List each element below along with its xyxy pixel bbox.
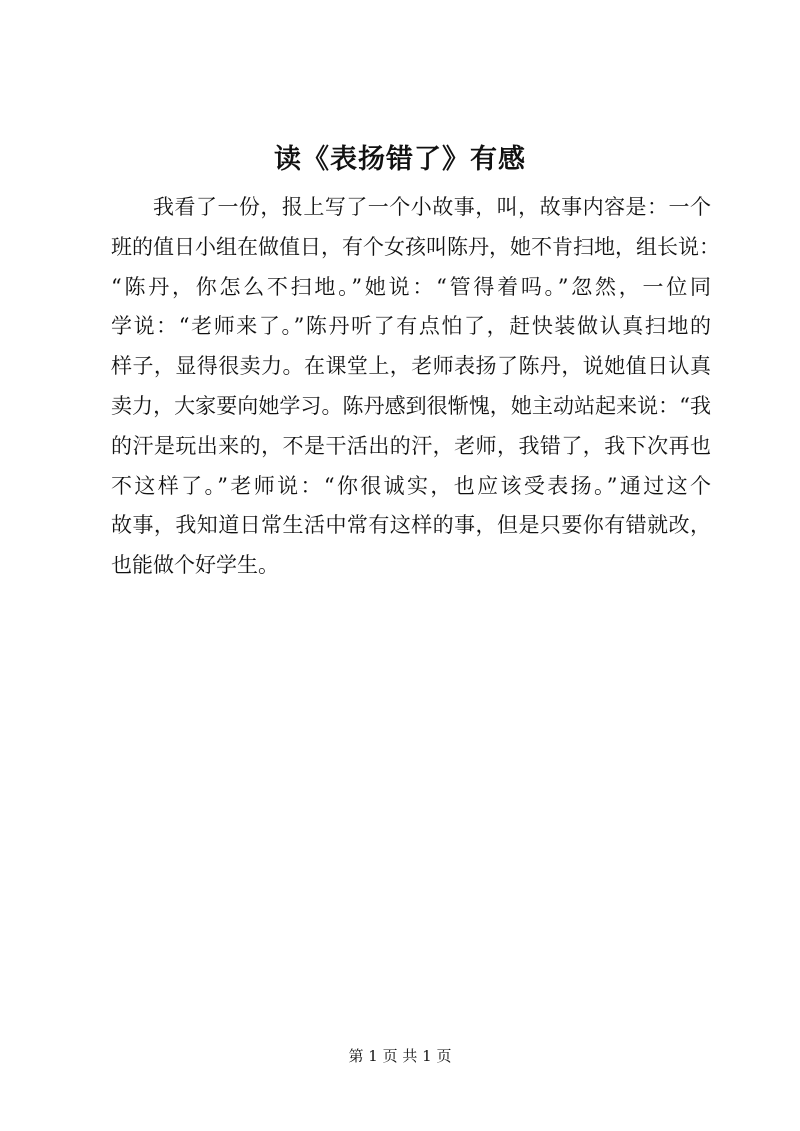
article-body	[111, 188, 720, 586]
document-title: 读《表扬错了》有感	[274, 144, 526, 175]
article-line-1: 我看了一份，报上写了一个小故事，叫，故事内容是：一个	[153, 195, 711, 219]
article-line-9: 故事，我知道日常生活中常有这样的事，但是只要你有错就改，	[111, 513, 711, 538]
article-line-7: 的汗是玩出来的，不是干活出的汗，老师，我错了，我下次再也	[111, 433, 711, 458]
article-line-6: 卖力，大家要向她学习。陈丹感到很惭愧，她主动站起来说：“我	[111, 393, 711, 418]
article-line-5: 样子，显得很卖力。在课堂上，老师表扬了陈丹，说她值日认真	[111, 354, 711, 379]
article-line-8: 不这样了。”老师说：“你很诚实，也应该受表扬。”通过这个	[111, 473, 711, 498]
article-line-10: 也能做个好学生。	[111, 553, 279, 578]
article-line-4: 学说：“老师来了。”陈丹听了有点怕了，赶快装做认真扫地的	[111, 314, 711, 339]
article-line-3: “陈丹，你怎么不扫地。”她说：“管得着吗。”忽然，一位同	[111, 274, 711, 299]
article-line-2: 班的值日小组在做值日，有个女孩叫陈丹，她不肯扫地，组长说：	[111, 234, 720, 259]
page-number-footer: 第 1 页 共 1 页	[348, 1047, 452, 1065]
